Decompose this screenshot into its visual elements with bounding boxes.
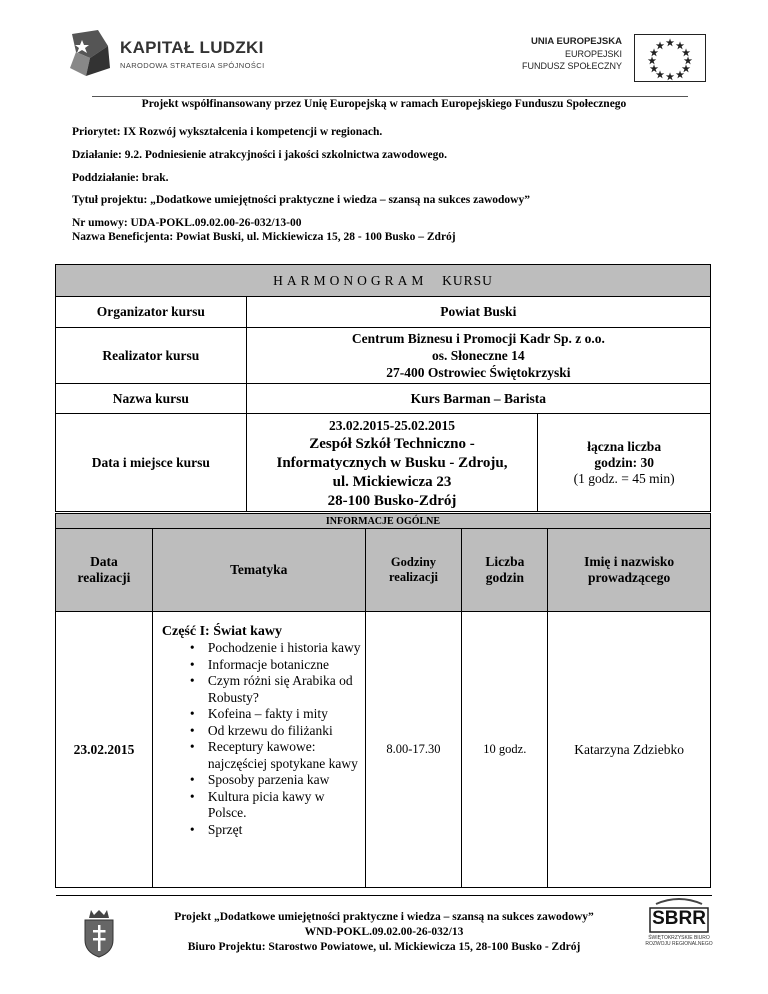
list-item: • Od krzewu do filiżanki xyxy=(208,723,362,740)
kapital-ludzki-title: KAPITAŁ LUDZKI xyxy=(120,38,264,57)
list-item: • Informacje botaniczne xyxy=(208,657,362,674)
col-hours-line-2: realizacji xyxy=(388,570,439,584)
svg-text:★: ★ xyxy=(682,65,690,73)
beneficiary-line: Nazwa Beneficjenta: Powiat Buski, ul. Mickiewicza 15, 28 - 100 Busko – Zdrój xyxy=(72,231,456,243)
col-hours-line-1: Godziny xyxy=(390,555,437,569)
total-hours-line-2: godzin: 30 xyxy=(594,454,654,470)
col-teacher-line-1: Imię i nazwisko xyxy=(584,554,675,569)
col-teacher-header xyxy=(548,529,711,612)
eu-line-3: FUNDUSZ SPOŁECZNY xyxy=(521,61,622,71)
sbrr-subtitle xyxy=(644,935,714,947)
total-hours-line-1: łączna liczba xyxy=(587,438,662,454)
footer-line-3: Biuro Projektu: Starostwo Powiatowe, ul. Mickiewicza 15, 28-100 Busko - Zdrój xyxy=(187,941,581,953)
date-range: 23.02.2015-25.02.2015 xyxy=(329,418,455,433)
row-hours: 8.00-17.30 xyxy=(365,612,462,888)
date-place-label: Data i miejsce kursu xyxy=(56,414,247,512)
total-hours-line-3: (1 godz. = 45 min) xyxy=(573,470,675,486)
total-hours xyxy=(538,414,711,512)
svg-text:★: ★ xyxy=(650,65,658,73)
kapital-ludzki-logo xyxy=(68,28,268,84)
footer-line-2: WND-POKL.09.02.00-26-032/13 xyxy=(304,926,464,938)
subaction-line: Poddziałanie: brak. xyxy=(72,172,169,184)
eu-line-1: UNIA EUROPEJSKA xyxy=(531,36,622,47)
svg-text:★: ★ xyxy=(650,49,658,57)
topic-part-title: Część I: Świat kawy xyxy=(161,624,283,639)
course-label: Nazwa kursu xyxy=(56,384,247,414)
organizer-label: Organizator kursu xyxy=(56,297,247,328)
realizer-line-3: 27-400 Ostrowiec Świętokrzyski xyxy=(386,365,571,380)
action-line: Działanie: 9.2. Podniesienie atrakcyjności i jakości szkolnictwa zawodowego. xyxy=(72,149,448,161)
course-value: Kurs Barman – Barista xyxy=(246,384,710,414)
date-place-value xyxy=(246,414,538,512)
list-item: • Sposoby parzenia kaw xyxy=(208,772,362,789)
sbrr-logo xyxy=(644,896,714,952)
row-date: 23.02.2015 xyxy=(56,612,153,888)
sbrr-title: SBRR xyxy=(652,908,706,929)
svg-text:★: ★ xyxy=(676,71,684,79)
harmonogram-heading xyxy=(56,265,711,297)
priority-line: Priorytet: IX Rozwój wykształcenia i kompetencji w regionach. xyxy=(72,126,383,138)
kapital-ludzki-mark-icon xyxy=(68,28,112,78)
realizer-label: Realizator kursu xyxy=(56,328,247,384)
footer-divider xyxy=(56,895,712,896)
list-item: • Czym różni się Arabika od Robusty? xyxy=(208,673,362,706)
svg-text:★: ★ xyxy=(682,49,690,57)
col-topic-header: Tematyka xyxy=(152,529,365,612)
place-line-2: Informatycznych w Busku - Zdroju, xyxy=(276,455,508,471)
general-info-table xyxy=(55,513,711,888)
sbrr-sub-2: ROZWOJU REGIONALNEGO xyxy=(645,941,713,947)
table-row xyxy=(56,612,711,888)
organizer-value: Powiat Buski xyxy=(246,297,710,328)
row-count: 10 godz. xyxy=(462,612,548,888)
svg-text:★: ★ xyxy=(684,57,692,65)
harmonogram-table xyxy=(55,264,711,512)
place-line-1: Zespół Szkół Techniczno - xyxy=(309,436,475,452)
realizer-value xyxy=(246,328,710,384)
general-info-heading: INFORMACJE OGÓLNE xyxy=(56,514,711,529)
col-count-line-2: godzin xyxy=(485,570,524,585)
list-item: • Receptury kawowe: najczęściej spotykane kawy xyxy=(208,739,362,772)
harmonogram-heading-b: KURSU xyxy=(442,272,493,288)
sbrr-sub-1: ŚWIĘTOKRZYSKIE BIURO xyxy=(648,935,710,941)
topic-list xyxy=(156,640,362,838)
place-line-4: 28-100 Busko-Zdrój xyxy=(327,493,457,509)
row-topics xyxy=(152,612,365,888)
harmonogram-heading-a: HARMONOGRAM xyxy=(273,272,428,288)
svg-text:★: ★ xyxy=(666,73,674,81)
col-date-line-1: Data xyxy=(90,554,118,569)
col-count-header xyxy=(462,529,548,612)
col-hours-header xyxy=(365,529,462,612)
col-date-line-2: realizacji xyxy=(77,570,131,585)
svg-text:★: ★ xyxy=(666,39,674,47)
row-teacher: Katarzyna Zdziebko xyxy=(548,612,711,888)
eu-flag-icon xyxy=(634,34,706,82)
list-item: • Kultura picia kawy w Polsce. xyxy=(208,789,362,822)
realizer-line-2: os. Słoneczne 14 xyxy=(432,348,525,363)
list-item: • Sprzęt xyxy=(208,822,362,839)
project-title-line: Tytuł projektu: „Dodatkowe umiejętności praktyczne i wiedza – szansą na sukces zawodowy” xyxy=(72,194,530,206)
header-divider xyxy=(92,96,688,97)
place-line-3: ul. Mickiewicza 23 xyxy=(332,474,452,490)
svg-text:★: ★ xyxy=(648,57,656,65)
realizer-line-1: Centrum Biznesu i Promocji Kadr Sp. z o.o. xyxy=(351,331,605,346)
col-count-line-1: Liczba xyxy=(485,554,525,569)
contract-line: Nr umowy: UDA-POKL.09.02.00-26-032/13-00 xyxy=(72,217,302,229)
svg-text:★: ★ xyxy=(676,42,684,50)
eu-logo xyxy=(470,34,706,82)
footer-line-1: Projekt „Dodatkowe umiejętności praktyczne i wiedza – szansą na sukces zawodowy” xyxy=(174,911,594,923)
cofinance-note: Projekt współfinansowany przez Unię Europejską w ramach Europejskiego Funduszu Społecznego xyxy=(141,98,627,110)
col-teacher-line-2: prowadzącego xyxy=(588,570,671,585)
list-item: • Pochodzenie i historia kawy xyxy=(208,640,362,657)
col-date-header xyxy=(56,529,153,612)
eu-line-2: EUROPEJSKI xyxy=(564,49,622,59)
svg-text:★: ★ xyxy=(656,42,664,50)
kapital-ludzki-subtitle: NARODOWA STRATEGIA SPÓJNOŚCI xyxy=(120,61,265,70)
list-item: • Kofeina – fakty i mity xyxy=(208,706,362,723)
eu-text xyxy=(522,36,622,72)
svg-text:★: ★ xyxy=(656,71,664,79)
